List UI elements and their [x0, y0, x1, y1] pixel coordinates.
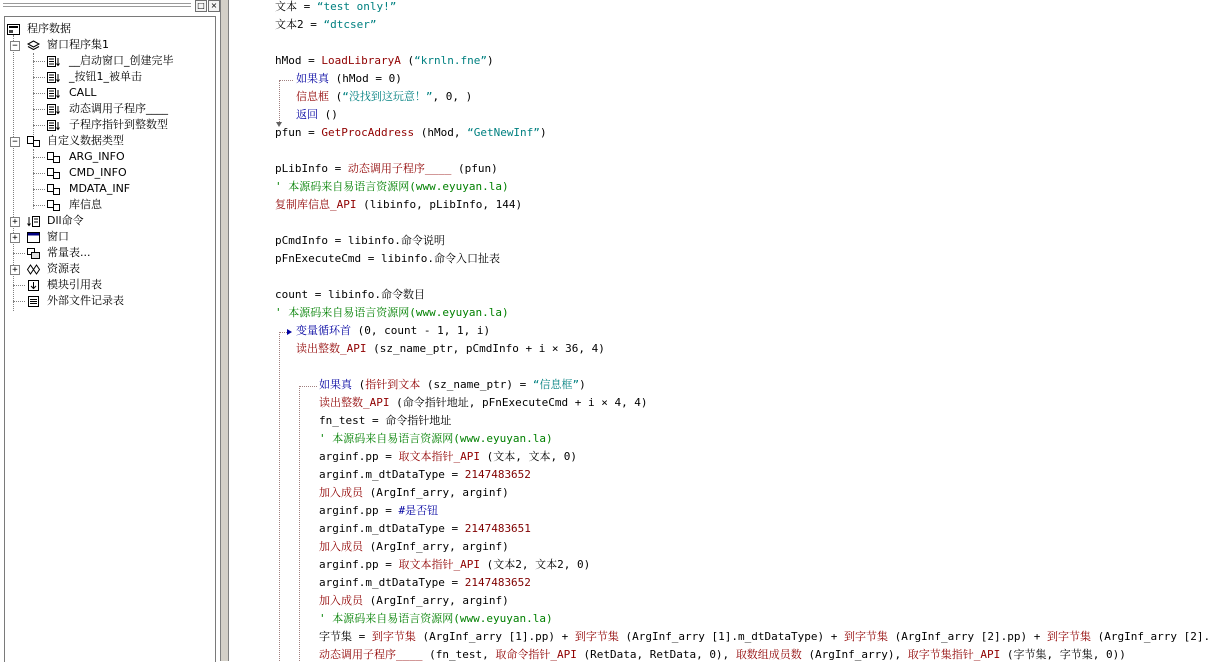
code-line[interactable]: 如果真 (hMod = 0) [296, 72, 402, 85]
tree-connector [33, 125, 45, 126]
code-comment[interactable]: ' 本源码来自易语言资源网(www.eyuyan.la) [275, 306, 509, 319]
tree-connector [33, 189, 45, 190]
collapse-toggle[interactable]: − [10, 137, 20, 147]
flow-line [279, 332, 280, 661]
constants-icon [27, 248, 40, 259]
code-line[interactable]: 字节集 = 到字节集 (ArgInf_arry [1].pp) + 到字节集 (ArgInf_arry [1].m_dtDataType) + 到字节集 (ArgInf_arry [2].pp) + 到字节集 (ArgInf_arry [2]. [319, 630, 1210, 643]
expand-toggle[interactable]: + [10, 265, 20, 275]
program-data-icon [7, 24, 20, 35]
code-line[interactable]: arginf.m_dtDataType = 2147483652 [319, 576, 531, 589]
code-line[interactable]: arginf.pp = #是否钮 [319, 504, 439, 517]
code-line[interactable]: 复制库信息_API (libinfo, pLibInfo, 144) [275, 198, 523, 211]
layers-icon [27, 40, 40, 51]
dll-icon [27, 216, 40, 227]
data-type-icon [27, 136, 40, 147]
tree-connector [33, 93, 45, 94]
code-line[interactable]: 文本 = “test only!” [275, 0, 397, 13]
splitter[interactable] [221, 0, 229, 661]
tree-connector [33, 157, 45, 158]
code-line[interactable]: count = libinfo.命令数目 [275, 288, 425, 301]
flow-line [279, 80, 293, 81]
tree-connector [13, 285, 25, 286]
code-line[interactable]: arginf.pp = 取文本指针_API (文本, 文本, 0) [319, 450, 577, 463]
code-line[interactable]: pLibInfo = 动态调用子程序____ (pfun) [275, 162, 498, 175]
code-comment[interactable]: ' 本源码来自易语言资源网(www.eyuyan.la) [319, 612, 553, 625]
tree-connector [33, 173, 45, 174]
flow-line [299, 386, 300, 661]
code-line[interactable]: pCmdInfo = libinfo.命令说明 [275, 234, 445, 247]
code-line[interactable]: 读出整数_API (sz_name_ptr, pCmdInfo + i × 36, 4) [296, 342, 605, 355]
data-type-icon [47, 200, 60, 211]
tree-connector [33, 205, 45, 206]
code-line[interactable]: pfun = GetProcAddress (hMod, “GetNewInf”) [275, 126, 547, 139]
expand-toggle[interactable]: + [10, 233, 20, 243]
code-line[interactable]: 加入成员 (ArgInf_arry, arginf) [319, 540, 509, 553]
subroutine-icon [47, 72, 60, 83]
tree-connector [33, 149, 34, 209]
code-line[interactable]: 加入成员 (ArgInf_arry, arginf) [319, 594, 509, 607]
code-line[interactable]: arginf.m_dtDataType = 2147483652 [319, 468, 531, 481]
loop-arrow-icon [287, 329, 292, 335]
subroutine-icon [47, 88, 60, 99]
code-comment[interactable]: ' 本源码来自易语言资源网(www.eyuyan.la) [275, 180, 509, 193]
code-line[interactable]: arginf.pp = 取文本指针_API (文本2, 文本2, 0) [319, 558, 591, 571]
project-tree: 程序数据 − 窗口程序集1 __启动窗口_创建完毕 _按钮1_被单击 CALL 动态调用子程序____ 子程序指针到整数型 − 自定义数据类型 ARG_INFO CMD_INFO MDATA_INF 库信息 + Dll命令 + 窗口 常量表... + 资源表 模块引用表 外部文件记录表 [4, 16, 216, 662]
subroutine-icon [47, 56, 60, 67]
code-line[interactable]: 信息框 (“没找到这玩意！”, 0, ) [296, 90, 473, 103]
project-tree-panel [0, 0, 221, 661]
panel-grip[interactable] [3, 3, 191, 7]
subroutine-icon [47, 120, 60, 131]
code-line[interactable]: hMod = LoadLibraryA (“krnln.fne”) [275, 54, 494, 67]
code-comment[interactable]: ' 本源码来自易语言资源网(www.eyuyan.la) [319, 432, 553, 445]
flow-line [279, 80, 280, 122]
code-line[interactable]: fn_test = 命令指针地址 [319, 414, 452, 427]
pin-button[interactable]: □ [195, 0, 207, 12]
tree-connector [13, 253, 25, 254]
code-editor[interactable] [229, 0, 1210, 661]
tree-connector [13, 301, 25, 302]
window-icon [27, 232, 40, 243]
panel-titlebar [0, 0, 220, 12]
expand-toggle[interactable]: + [10, 217, 20, 227]
data-type-icon [47, 168, 60, 179]
resources-icon [27, 264, 40, 275]
data-type-icon [47, 184, 60, 195]
tree-connector [33, 53, 34, 141]
code-line[interactable]: 动态调用子程序____ (fn_test, 取命令指针_API (RetData, RetData, 0), 取数组成员数 (ArgInf_arry), 取字节集指针_API (字节集, 字节集, 0)) [319, 648, 1126, 661]
code-line[interactable]: 文本2 = “dtcser” [275, 18, 377, 31]
code-line[interactable]: 变量循环首 (0, count - 1, 1, i) [296, 324, 491, 337]
data-type-icon [47, 152, 60, 163]
code-line[interactable]: pFnExecuteCmd = libinfo.命令入口扯表 [275, 252, 500, 265]
close-icon[interactable]: × [208, 0, 220, 12]
code-line[interactable]: 读出整数_API (命令指针地址, pFnExecuteCmd + i × 4, 4) [319, 396, 648, 409]
module-icon [27, 280, 40, 291]
flow-line [299, 386, 317, 387]
subroutine-icon [47, 104, 60, 115]
tree-connector [33, 77, 45, 78]
file-icon [27, 296, 40, 307]
collapse-toggle[interactable]: − [10, 41, 20, 51]
code-line[interactable]: 返回 () [296, 108, 338, 121]
tree-connector [33, 61, 45, 62]
code-line[interactable]: arginf.m_dtDataType = 2147483651 [319, 522, 531, 535]
code-line[interactable]: 如果真 (指针到文本 (sz_name_ptr) = “信息框”) [319, 378, 586, 391]
tree-connector [33, 109, 45, 110]
code-line[interactable]: 加入成员 (ArgInf_arry, arginf) [319, 486, 509, 499]
